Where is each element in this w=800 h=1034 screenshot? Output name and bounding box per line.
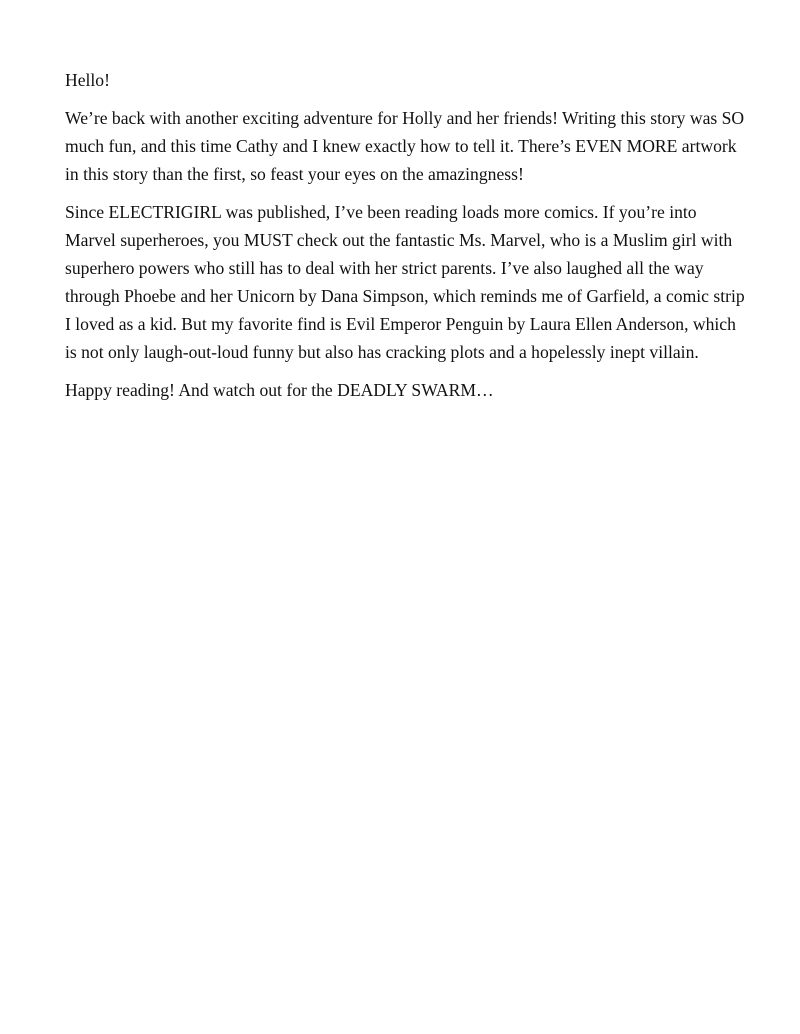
comics-paragraph: Since ELECTRIGIRL was published, I’ve been reading loads more comics. If you’re into Marvel superheroes, you MUST check out the fantastic Ms. Marvel, who is a Muslim girl with superhero powers who still has to deal with her strict parents. I’ve also laughed all the way through Phoebe and her Unicorn by Dana Simpson, which reminds me of Garfield, a comic strip I loved as a kid. But my favorite find is Evil Emperor Penguin by Laura Ellen Anderson, which is not only laugh-out-loud funny but also has cracking plots and a hopelessly inept villain. bbox=[65, 202, 745, 362]
intro-paragraph: We’re back with another exciting adventure for Holly and her friends! Writing this story was SO much fun, and this time Cathy and I knew exactly how to tell it. There’s EVEN MORE artwork in this story than the first, so feast your eyes on the amazingness! bbox=[65, 108, 745, 184]
document-page bbox=[65, 66, 745, 414]
greeting-paragraph: Hello! bbox=[65, 70, 110, 90]
closing-paragraph: Happy reading! And watch out for the DEADLY SWARM… bbox=[65, 380, 494, 400]
